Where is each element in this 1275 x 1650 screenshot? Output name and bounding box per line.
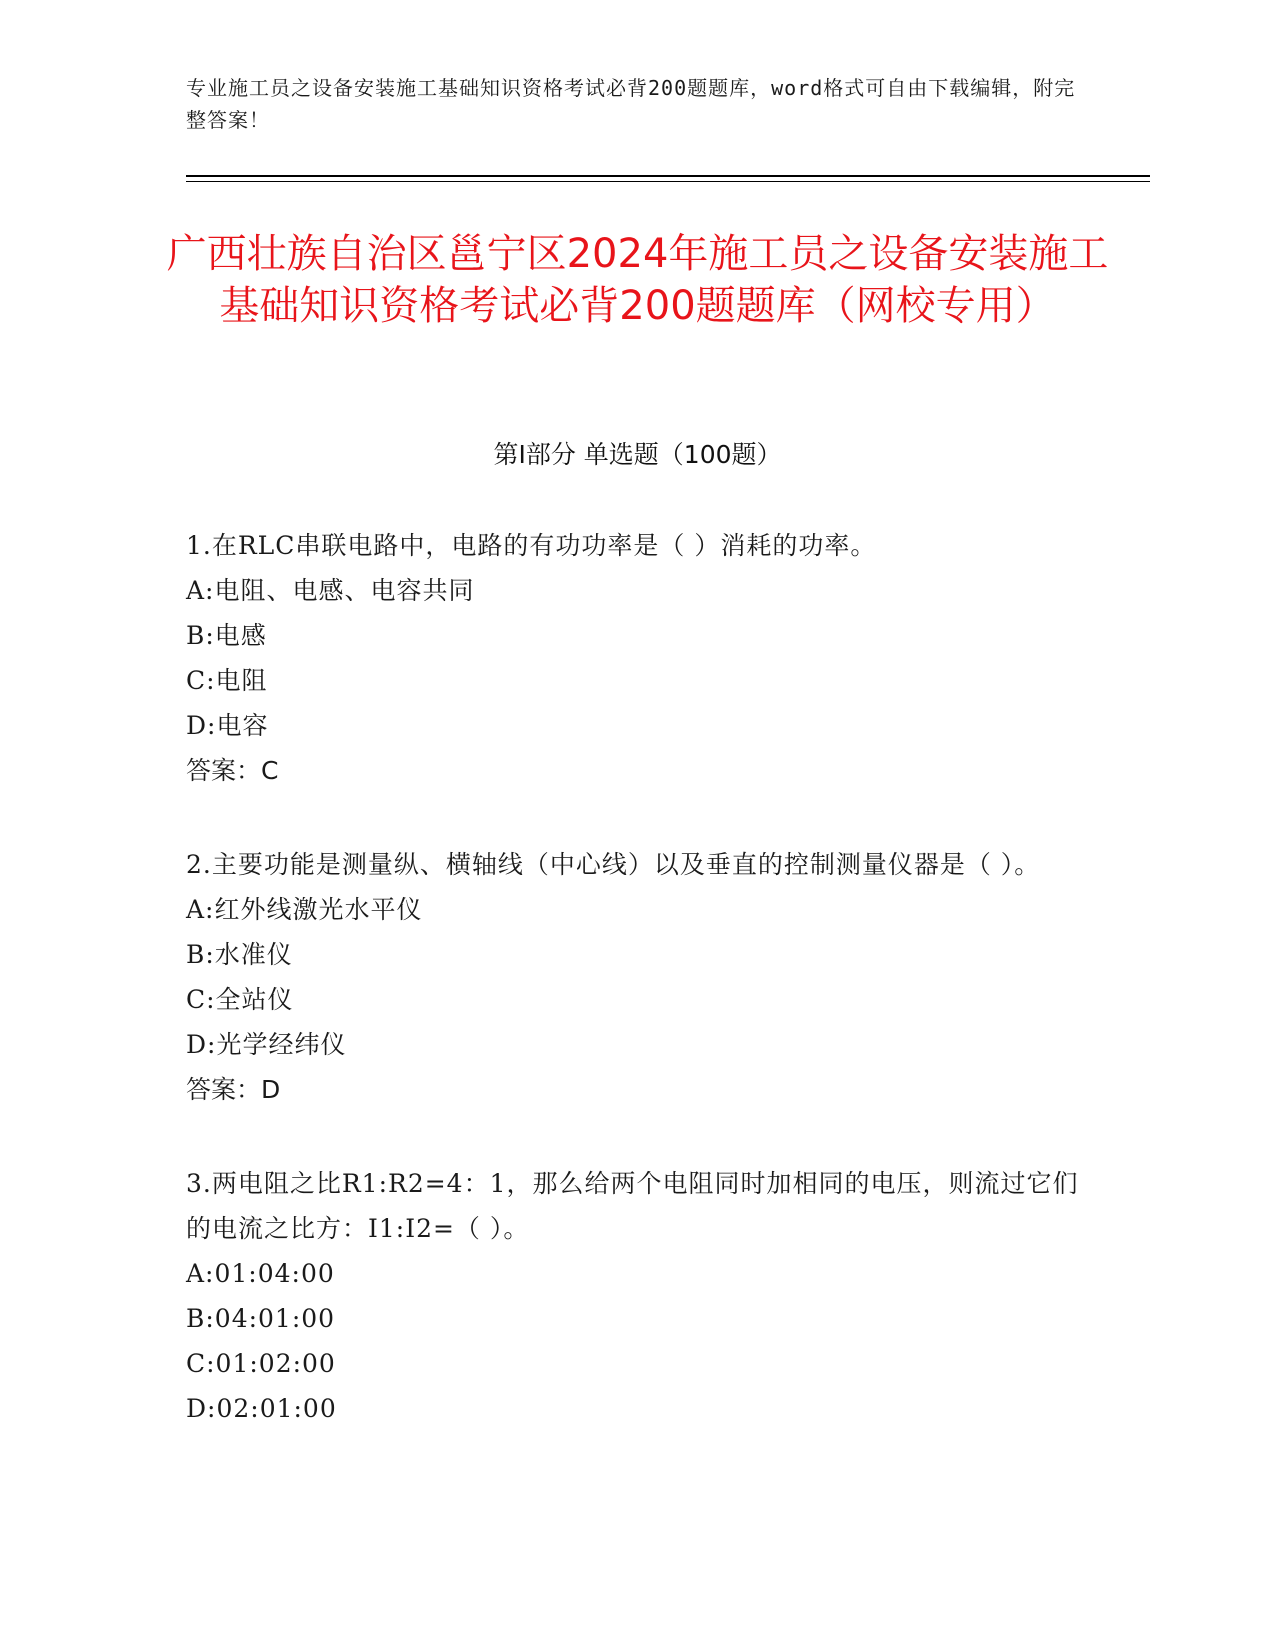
option-c: C:全站仪 <box>186 985 294 1014</box>
option-b: B:电感 <box>186 621 267 650</box>
header-note: 专业施工员之设备安装施工基础知识资格考试必背200题题库，word格式可自由下载编辑，附完整答案！ <box>186 76 1076 132</box>
section-heading: 第Ⅰ部分 单选题（100题） <box>493 440 782 469</box>
option-c: C:电阻 <box>186 666 268 695</box>
option-d: D:电容 <box>186 711 269 740</box>
answer: 答案：D <box>186 1075 281 1104</box>
option-d: D:光学经纬仪 <box>186 1030 347 1059</box>
option-a: A:红外线激光水平仪 <box>186 895 423 924</box>
question-list <box>186 523 1086 1480</box>
option-b: B:04:01:00 <box>186 1304 336 1333</box>
document-title: 广西壮族自治区邕宁区2024年施工员之设备安装施工基础知识资格考试必背200题题库（网校专用） <box>166 231 1109 329</box>
question-stem: 3.两电阻之比R1:R2=4：1，那么给两个电阻同时加相同的电压，则流过它们的电流之比方：I1:I2=（ ）。 <box>186 1169 1079 1243</box>
question-1 <box>186 523 1086 793</box>
option-a: A:01:04:00 <box>186 1259 335 1288</box>
question-2 <box>186 842 1086 1112</box>
header-rule-thick <box>186 175 1150 177</box>
option-b: B:水准仪 <box>186 940 293 969</box>
header-rule-thin <box>186 181 1150 182</box>
question-stem: 2.主要功能是测量纵、横轴线（中心线）以及垂直的控制测量仪器是（ ）。 <box>186 850 1041 879</box>
option-d: D:02:01:00 <box>186 1394 337 1423</box>
question-stem: 1.在RLC串联电路中，电路的有功功率是（ ）消耗的功率。 <box>186 531 877 560</box>
question-3 <box>186 1161 1086 1431</box>
option-a: A:电阻、电感、电容共同 <box>186 576 475 605</box>
answer: 答案：C <box>186 756 279 785</box>
option-c: C:01:02:00 <box>186 1349 336 1378</box>
